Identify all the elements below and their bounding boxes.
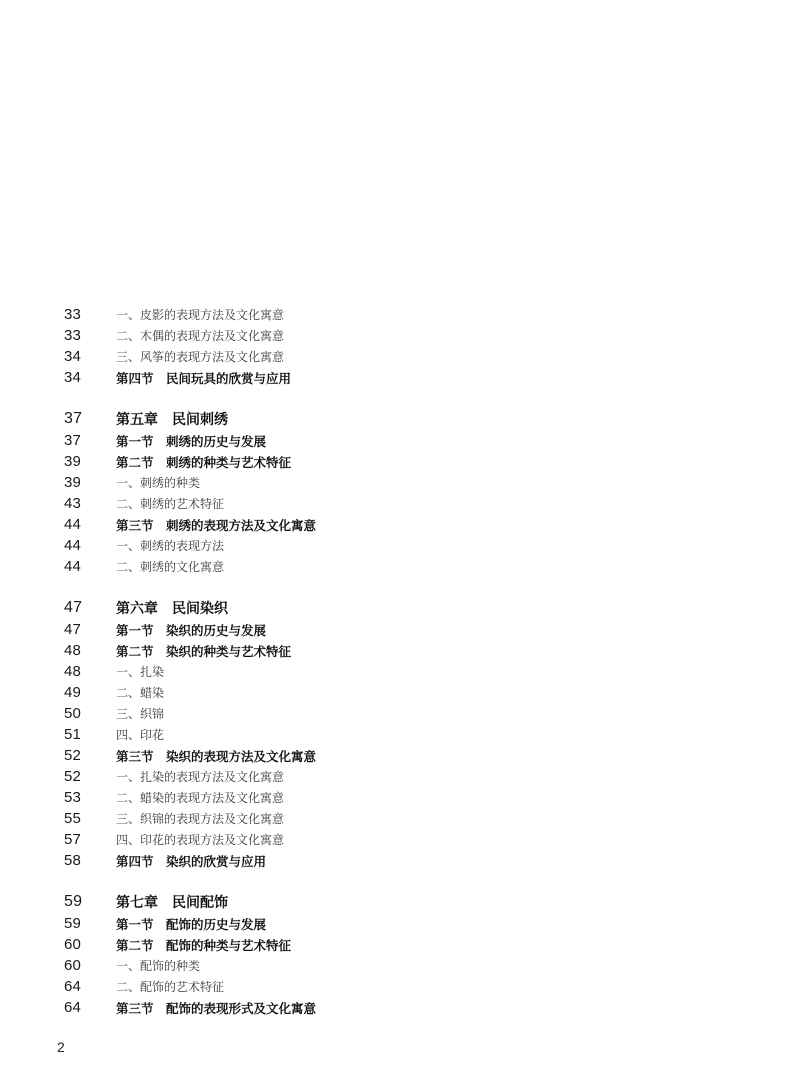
toc-entry[interactable] xyxy=(64,325,744,346)
toc-entry[interactable] xyxy=(64,976,744,997)
toc-chapter[interactable] xyxy=(64,408,744,430)
toc-entry[interactable] xyxy=(64,472,744,493)
toc-section-title: 第一节 配饰的历史与发展 xyxy=(116,916,267,932)
toc-section[interactable] xyxy=(64,640,744,661)
toc-chapter-title: 第六章 民间染织 xyxy=(116,601,228,617)
toc-page-number: 34 xyxy=(64,369,82,386)
toc-entry-title: 四、印花的表现方法及文化寓意 xyxy=(116,833,285,847)
toc-chapter[interactable] xyxy=(64,891,744,913)
toc-section[interactable] xyxy=(64,514,744,535)
toc-entry[interactable] xyxy=(64,703,744,724)
toc-entry-title: 一、刺绣的表现方法 xyxy=(116,539,225,553)
toc-page-number: 64 xyxy=(64,999,82,1016)
toc-page-number: 52 xyxy=(64,747,82,764)
toc-entry-title: 二、木偶的表现方法及文化寓意 xyxy=(116,329,285,343)
toc-section[interactable] xyxy=(64,997,744,1018)
toc-entry[interactable] xyxy=(64,535,744,556)
toc-entry-title: 一、配饰的种类 xyxy=(116,959,201,973)
toc-page-number: 37 xyxy=(64,410,83,427)
toc-page-number: 52 xyxy=(64,768,82,785)
toc-section-title: 第三节 刺绣的表现方法及文化寓意 xyxy=(116,517,317,533)
toc-chapter[interactable] xyxy=(64,597,744,619)
toc-page-number: 33 xyxy=(64,306,82,323)
toc-page-number: 47 xyxy=(64,599,83,616)
toc-page-number: 50 xyxy=(64,705,82,722)
toc-page-number: 57 xyxy=(64,831,82,848)
toc-chapter-title: 第七章 民间配饰 xyxy=(116,895,228,911)
toc-entry[interactable] xyxy=(64,556,744,577)
toc-section[interactable] xyxy=(64,745,744,766)
toc-entry-title: 一、刺绣的种类 xyxy=(116,476,201,490)
toc-page-number: 48 xyxy=(64,663,82,680)
toc-page-number: 53 xyxy=(64,789,82,806)
toc-page-number: 39 xyxy=(64,453,82,470)
toc-entry-title: 三、织锦的表现方法及文化寓意 xyxy=(116,812,285,826)
toc-section[interactable] xyxy=(64,934,744,955)
toc-entry[interactable] xyxy=(64,808,744,829)
toc-entry[interactable] xyxy=(64,955,744,976)
toc-entry-title: 一、扎染的表现方法及文化寓意 xyxy=(116,770,285,784)
toc-section[interactable] xyxy=(64,367,744,388)
toc-section-title: 第四节 民间玩具的欣赏与应用 xyxy=(116,370,292,386)
table-of-contents xyxy=(64,304,744,1018)
toc-entry[interactable] xyxy=(64,766,744,787)
toc-entry[interactable] xyxy=(64,682,744,703)
toc-entry-title: 三、风筝的表现方法及文化寓意 xyxy=(116,350,285,364)
toc-entry[interactable] xyxy=(64,304,744,325)
toc-section[interactable] xyxy=(64,451,744,472)
toc-page-number: 47 xyxy=(64,621,82,638)
toc-page-number: 51 xyxy=(64,726,82,743)
toc-entry[interactable] xyxy=(64,787,744,808)
toc-section-title: 第三节 配饰的表现形式及文化寓意 xyxy=(116,1000,317,1016)
toc-page-number: 60 xyxy=(64,936,82,953)
toc-section-title: 第二节 刺绣的种类与艺术特征 xyxy=(116,454,292,470)
toc-page-number: 37 xyxy=(64,432,82,449)
toc-page-number: 43 xyxy=(64,495,82,512)
toc-page-number: 34 xyxy=(64,348,82,365)
toc-entry-title: 二、蜡染的表现方法及文化寓意 xyxy=(116,791,285,805)
toc-entry-title: 二、刺绣的艺术特征 xyxy=(116,497,225,511)
toc-page-number: 33 xyxy=(64,327,82,344)
toc-page-number: 59 xyxy=(64,893,83,910)
toc-entry-title: 一、皮影的表现方法及文化寓意 xyxy=(116,308,285,322)
toc-entry-title: 一、扎染 xyxy=(116,665,165,679)
toc-section-title: 第四节 染织的欣赏与应用 xyxy=(116,853,267,869)
toc-page-number: 60 xyxy=(64,957,82,974)
toc-section-title: 第一节 染织的历史与发展 xyxy=(116,622,267,638)
toc-section-title: 第一节 刺绣的历史与发展 xyxy=(116,433,267,449)
toc-section[interactable] xyxy=(64,850,744,871)
toc-page-number: 64 xyxy=(64,978,82,995)
toc-entry[interactable] xyxy=(64,493,744,514)
toc-page-number: 48 xyxy=(64,642,82,659)
toc-chapter-title: 第五章 民间刺绣 xyxy=(116,412,228,428)
group-spacer xyxy=(64,388,744,408)
toc-section[interactable] xyxy=(64,430,744,451)
toc-entry[interactable] xyxy=(64,346,744,367)
toc-entry-title: 二、配饰的艺术特征 xyxy=(116,980,225,994)
toc-section[interactable] xyxy=(64,619,744,640)
toc-page-number: 58 xyxy=(64,852,82,869)
group-spacer xyxy=(64,577,744,597)
page-number: 2 xyxy=(57,1039,65,1055)
group-spacer xyxy=(64,871,744,891)
toc-page-number: 55 xyxy=(64,810,82,827)
toc-section-title: 第二节 染织的种类与艺术特征 xyxy=(116,643,292,659)
toc-entry-title: 二、刺绣的文化寓意 xyxy=(116,560,225,574)
toc-entry-title: 三、织锦 xyxy=(116,707,165,721)
toc-page-number: 44 xyxy=(64,537,82,554)
toc-page-number: 44 xyxy=(64,558,82,575)
toc-page-number: 49 xyxy=(64,684,82,701)
toc-section-title: 第二节 配饰的种类与艺术特征 xyxy=(116,937,292,953)
toc-page-number: 44 xyxy=(64,516,82,533)
toc-entry-title: 四、印花 xyxy=(116,728,165,742)
toc-entry-title: 二、蜡染 xyxy=(116,686,165,700)
toc-page-number: 59 xyxy=(64,915,82,932)
toc-section-title: 第三节 染织的表现方法及文化寓意 xyxy=(116,748,317,764)
toc-entry[interactable] xyxy=(64,661,744,682)
toc-page-number: 39 xyxy=(64,474,82,491)
toc-entry[interactable] xyxy=(64,724,744,745)
toc-entry[interactable] xyxy=(64,829,744,850)
toc-section[interactable] xyxy=(64,913,744,934)
